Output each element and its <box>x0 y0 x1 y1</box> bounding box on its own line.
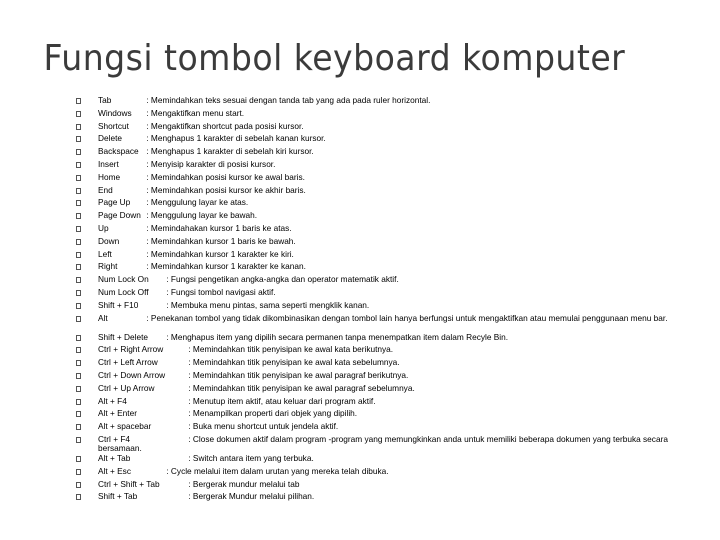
shortcut-description: : Menggulung layar ke atas. <box>146 197 249 208</box>
shortcut-key: Left <box>98 248 112 259</box>
shortcut-item <box>76 384 706 397</box>
shortcut-key: Shift + Tab <box>98 491 138 502</box>
shortcut-key: Num Lock Off <box>98 286 149 297</box>
square-bullet-icon <box>76 411 81 417</box>
square-bullet-icon <box>76 494 81 500</box>
square-bullet-icon <box>76 277 81 283</box>
shortcut-key: Alt + F4 <box>98 395 127 406</box>
shortcut-key: Tab <box>98 95 112 105</box>
square-bullet-icon <box>76 303 81 309</box>
shortcut-key: Shift + Delete <box>98 331 149 342</box>
shortcut-key: Home <box>98 171 121 182</box>
shortcut-key: Shift + F10 <box>98 299 139 310</box>
shortcut-item <box>76 467 706 480</box>
shortcut-key: Num Lock On <box>98 274 149 285</box>
square-bullet-icon <box>76 175 81 181</box>
shortcut-description: : Memindahakan kursor 1 baris ke atas. <box>146 222 292 233</box>
shortcut-key: Shortcut <box>98 120 129 131</box>
shortcut-description: : Memindahkan posisi kursor ke akhir baris. <box>146 184 306 195</box>
square-bullet-icon <box>76 469 81 475</box>
slide-title: Fungsi tombol keyboard komputer <box>43 38 626 79</box>
shortcut-key: Ctrl + Shift + Tab <box>98 478 160 489</box>
shortcut-key: Page Down <box>98 210 141 221</box>
shortcut-description: : Buka menu shortcut untuk jendela aktif. <box>188 421 339 432</box>
shortcut-key: Alt + Enter <box>98 408 137 419</box>
shortcut-description: : Memindahkan kursor 1 baris ke bawah. <box>146 235 296 246</box>
square-bullet-icon <box>76 124 81 130</box>
shortcut-key: Down <box>98 235 120 246</box>
shortcut-description: : Memindahkan titik penyisipan ke awal kata berikutnya. <box>188 344 394 355</box>
shortcut-description: : Memindahkan kursor 1 karakter ke kanan. <box>146 261 306 272</box>
shortcut-key: Windows <box>98 107 132 118</box>
square-bullet-icon <box>76 162 81 168</box>
square-bullet-icon <box>76 373 81 379</box>
square-bullet-icon <box>76 290 81 296</box>
shortcut-description: : Memindahkan posisi kursor ke awal baris. <box>146 171 305 182</box>
shortcut-description: : Fungsi tombol navigasi aktif. <box>166 286 276 297</box>
shortcut-description: : Cycle melalui item dalam urutan yang mereka telah dibuka. <box>166 465 389 476</box>
shortcut-item <box>76 492 706 505</box>
square-bullet-icon <box>76 111 81 117</box>
shortcut-key: Backspace <box>98 146 139 157</box>
shortcut-key: Ctrl + Left Arrow <box>98 357 158 368</box>
shortcut-item <box>76 480 706 493</box>
shortcut-key: Up <box>98 222 109 233</box>
shortcut-key: Ctrl + F4 <box>98 433 131 444</box>
shortcut-item <box>76 397 706 410</box>
shortcut-description: : Menghapus item yang dipilih secara permanen tanpa menempatkan item dalam Recyle Bin. <box>166 331 509 342</box>
shortcut-item <box>76 409 706 422</box>
shortcut-description: : Menampilkan properti dari objek yang dipilih. <box>188 408 358 419</box>
shortcut-description: : Menghapus 1 karakter di sebelah kanan kursor. <box>146 133 326 144</box>
square-bullet-icon <box>76 264 81 270</box>
square-bullet-icon <box>76 316 81 322</box>
square-bullet-icon <box>76 252 81 258</box>
shortcut-description: : Close dokumen aktif dalam program -program yang memungkinkan anda untuk memiliki beberapa dokumen yang terbuka secara bersamaan. <box>98 433 668 454</box>
shortcut-description: : Penekanan tombol yang tidak dikombinasikan dengan tombol lain hanya berfungsi untuk mengaktifkan atau memulai penggunaan menu bar. <box>146 312 668 323</box>
shortcut-description: : Mengaktifkan menu start. <box>146 107 245 118</box>
square-bullet-icon <box>76 98 81 104</box>
shortcut-key: Page Up <box>98 197 131 208</box>
shortcut-key: End <box>98 184 113 195</box>
square-bullet-icon <box>76 386 81 392</box>
shortcut-description: : Switch antara item yang terbuka. <box>188 452 314 463</box>
square-bullet-icon <box>76 437 81 443</box>
shortcut-key: Alt + Esc <box>98 465 131 476</box>
shortcut-description: : Bergerak mundur melalui tab <box>188 478 300 489</box>
square-bullet-icon <box>76 424 81 430</box>
shortcut-description: : Memindahkan titik penyisipan ke awal paragraf berikutnya. <box>188 369 409 380</box>
square-bullet-icon <box>76 239 81 245</box>
shortcut-key: Ctrl + Down Arrow <box>98 369 166 380</box>
square-bullet-icon <box>76 188 81 194</box>
shortcut-key: Alt <box>98 312 108 323</box>
shortcut-description: : Menutup item aktif, atau keluar dari program aktif. <box>188 395 376 406</box>
shortcut-description: : Membuka menu pintas, sama seperti mengklik kanan. <box>166 299 370 310</box>
shortcut-description: : Bergerak Mundur melalui pilihan. <box>188 491 315 502</box>
square-bullet-icon <box>76 360 81 366</box>
shortcut-description: : Mengaktifkan shortcut pada posisi kursor. <box>146 120 304 131</box>
square-bullet-icon <box>76 213 81 219</box>
shortcut-description: : Memindahkan titik penyisipan ke awal paragraf sebelumnya. <box>188 382 415 393</box>
shortcut-list <box>76 96 706 505</box>
shortcut-description: : Menggulung layar ke bawah. <box>146 210 258 221</box>
shortcut-key: Ctrl + Up Arrow <box>98 382 155 393</box>
shortcut-description: : Memindahkan teks sesuai dengan tanda tab yang ada pada ruler horizontal. <box>146 95 431 105</box>
square-bullet-icon <box>76 226 81 232</box>
shortcut-description: : Menghapus 1 karakter di sebelah kiri kursor. <box>146 146 314 157</box>
shortcut-key: Insert <box>98 158 119 169</box>
shortcut-key: Right <box>98 261 118 272</box>
shortcut-item <box>76 435 704 454</box>
shortcut-item <box>76 314 704 333</box>
shortcut-description: : Memindahkan titik penyisipan ke awal kata sebelumnya. <box>188 357 400 368</box>
square-bullet-icon <box>76 482 81 488</box>
shortcut-description: : Menyisip karakter di posisi kursor. <box>146 158 276 169</box>
square-bullet-icon <box>76 456 81 462</box>
shortcut-description: : Memindahkan kursor 1 karakter ke kiri. <box>146 248 294 259</box>
square-bullet-icon <box>76 335 81 341</box>
shortcut-key: Alt + Tab <box>98 452 131 463</box>
square-bullet-icon <box>76 200 81 206</box>
shortcut-key: Delete <box>98 133 122 144</box>
square-bullet-icon <box>76 347 81 353</box>
square-bullet-icon <box>76 136 81 142</box>
square-bullet-icon <box>76 399 81 405</box>
shortcut-description: : Fungsi pengetikan angka-angka dan operator matematik aktif. <box>166 274 399 285</box>
shortcut-key: Ctrl + Right Arrow <box>98 344 164 355</box>
shortcut-key: Alt + spacebar <box>98 421 152 432</box>
square-bullet-icon <box>76 149 81 155</box>
